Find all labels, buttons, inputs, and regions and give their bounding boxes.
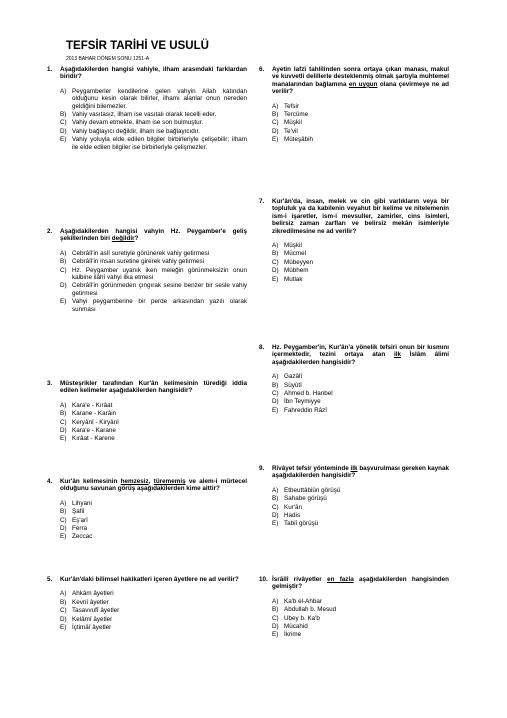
option-c: C) Hz. Peygamber uyanık iken meleğin görünmeksizin onun kalbine ilâhî vahyi ilka etmesi (60, 266, 247, 282)
option-a: A) Tefsir (272, 102, 300, 110)
option-b: B) Sahabe görüşü (272, 495, 327, 503)
question-3 (47, 380, 247, 444)
option-d: D) Cebrâîl'in görünmeden çıngırak sesine benzer bir sesle vahiy getirmesi (60, 282, 247, 297)
option-c: C) Keryânî - Kiryânî (60, 418, 119, 426)
option-b: B) Şafiî (60, 508, 85, 516)
question-number: 7. (259, 198, 265, 205)
question-stem: Rivâyet tefsir yönteminde ilk başvurulması gereken kaynak aşağıdakilerden hangisidir? (272, 465, 450, 480)
question-stem: Ayetin lafzî tahlilinden sonra ortaya çıkan manası, makul ve kuvvetli delillerle desteklenmiş olmak şartıyla muhtemel manalarından bağlamına en uygun olana çevirmeye ne ad verilir? (272, 66, 449, 96)
option-e: E) Vahiy yoluyla elde edilen bilgiler birbirleriyle çelişebilir; ilham ile elde edilen bilgiler ise birbirleriyle çelişmezler. (60, 136, 247, 151)
option-e: E) Zeccac (60, 533, 93, 541)
option-b: B) Süyûtî (272, 381, 302, 389)
option-a: A) Lihyani (60, 499, 92, 507)
question-1 (47, 66, 247, 152)
question-stem: Aşağıdakilerden hangisi vahiyle, ilham arasındaki farklardan biridir? (60, 66, 247, 81)
option-c: C) Mübeyyen (272, 258, 314, 266)
option-e: E) İkrime (272, 631, 302, 639)
option-d: D) Vahiy bağlayıcı değildir, ilham ise bağlayıcıdır. (60, 127, 200, 135)
question-10 (259, 576, 449, 640)
question-stem: Kur'ân'da, insan, melek ve cin gibi varlıkların veya bir topluluk ya da kabilenin veyahut bir kelime ve nitelemenin ism-i işaretler, ism-i mevsuller, zamirler, cins isimleri, belirsiz zaman zarfları ve belirsiz mekân isimleriyle zikredilmesine ne ad verilir? (272, 198, 449, 235)
option-b: B) Tercüme (272, 111, 309, 119)
question-stem: Kur'ân kelimesinin hemzesiz, türememiş ve alem-i mürtecel olduğunu savunan görüş aşağıdakilerden kime aittir? (60, 478, 247, 493)
option-c: C) Eş'arî (60, 516, 88, 524)
option-b: B) Abdullah b. Mesud (272, 606, 337, 614)
question-number: 9. (259, 465, 265, 472)
option-e: E) Tabiî görüşü (272, 520, 319, 528)
option-e: E) Fahreddin Râzî (272, 406, 328, 414)
question-number: 10. (259, 576, 268, 583)
option-b: B) Mücmel (272, 250, 307, 258)
option-d: D) Kara'e - Karane (60, 427, 116, 435)
question-9 (259, 465, 449, 529)
question-number: 3. (47, 380, 53, 387)
option-d: D) İbn Teymiyye (272, 398, 321, 406)
option-c: C) Müşkil (272, 119, 302, 127)
option-e: E) Vahyi peygamberine bir perde arkasından yazılı olarak sunması (60, 298, 247, 313)
option-a: A) Kara'e - Kırâat (60, 401, 113, 409)
question-4 (47, 478, 247, 542)
question-8 (259, 344, 449, 415)
option-d: D) Kelâmî âyetler (60, 615, 113, 623)
question-2 (47, 228, 247, 314)
question-number: 4. (47, 478, 53, 485)
question-number: 1. (47, 66, 53, 73)
question-stem: İsrâilî rivâyetler en fazla aşağıdakilerden hangisinden gelmiştir? (272, 576, 449, 591)
option-d: D) Hadis (272, 512, 301, 520)
option-b: B) Vahiy vasıtasız, ilham ise vasıtalı olarak tecelli eder. (60, 111, 217, 119)
option-c: C) Ahmed b. Hanbel (272, 390, 333, 398)
option-c: C) Tasavvufî âyetler (60, 607, 120, 615)
option-a: A) Ahkâm âyetleri (60, 590, 114, 598)
option-b: B) Karane - Karâin (60, 410, 117, 418)
question-stem: Kur'ân'daki bilimsel hakikatleri içeren âyetlere ne ad verilir? (60, 576, 239, 583)
question-stem: Aşağıdakilerden hangisi vahyin Hz. Peygamber'e geliş şekillerinden biri değildir? (60, 228, 247, 243)
option-a: A) Müşkil (272, 242, 302, 250)
question-number: 5. (47, 576, 53, 583)
option-e: E) Kırâat - Karene (60, 435, 115, 443)
option-a: A) Peygamberler kendilerine gelen vahyin Allah katından olduğunu kesin olarak bilirler, ilhamı alanlar onun nereden geldiğini bilemezler. (60, 87, 247, 110)
option-c: C) Vahiy devam etmekte, ilham ise son bulmuştur. (60, 119, 204, 127)
question-7 (259, 198, 449, 284)
option-b: B) Cebrâîl'in insan suretine girerek vahiy getirmesi (60, 258, 205, 266)
option-d: D) Ferra (60, 525, 88, 533)
option-a: A) Cebrâîl'in aslî suretiyle görünerek vahiy getirmesi (60, 249, 209, 257)
page-subtitle: 2013 BAHAR DÖNEM SONU 1251-A (66, 56, 150, 62)
option-e: E) Mutlak (272, 275, 303, 283)
option-e: E) Müteşâbih (272, 136, 314, 144)
option-e: E) İçtimâî âyetler (60, 624, 112, 632)
question-number: 8. (259, 344, 265, 351)
option-b: B) Kevnî âyetler (60, 598, 109, 606)
question-6 (259, 66, 449, 145)
option-d: D) Mübhem (272, 267, 309, 275)
question-stem: Hz. Peygamber'in, Kur'ân'a yönelik tefsiri onun bir kısmını içermektedir, tezini ortaya atan ilk İslâm âlimi aşağıdakilerden hangisidir? (272, 344, 449, 366)
option-d: D) Te'vil (272, 127, 298, 135)
option-a: A) Gazâlî (272, 373, 303, 381)
page-title: TEFSİR TARİHİ VE USULÜ (66, 40, 209, 52)
question-number: 2. (47, 228, 53, 235)
question-number: 6. (259, 66, 265, 73)
option-a: A) Etbeuttâbiûn görüşü (272, 486, 341, 494)
question-5 (47, 576, 247, 632)
option-d: D) Mücahid (272, 623, 308, 631)
question-stem: Müsteşrikler tarafından Kur'ân kelimesinin türediği iddia edilen kelimeler aşağıdakilerden hangisidir? (60, 380, 247, 395)
option-c: C) Kur'ân (272, 503, 303, 511)
option-a: A) Ka'b el-Ahbar (272, 597, 322, 605)
option-c: C) Ubey b. Ka'b (272, 614, 320, 622)
